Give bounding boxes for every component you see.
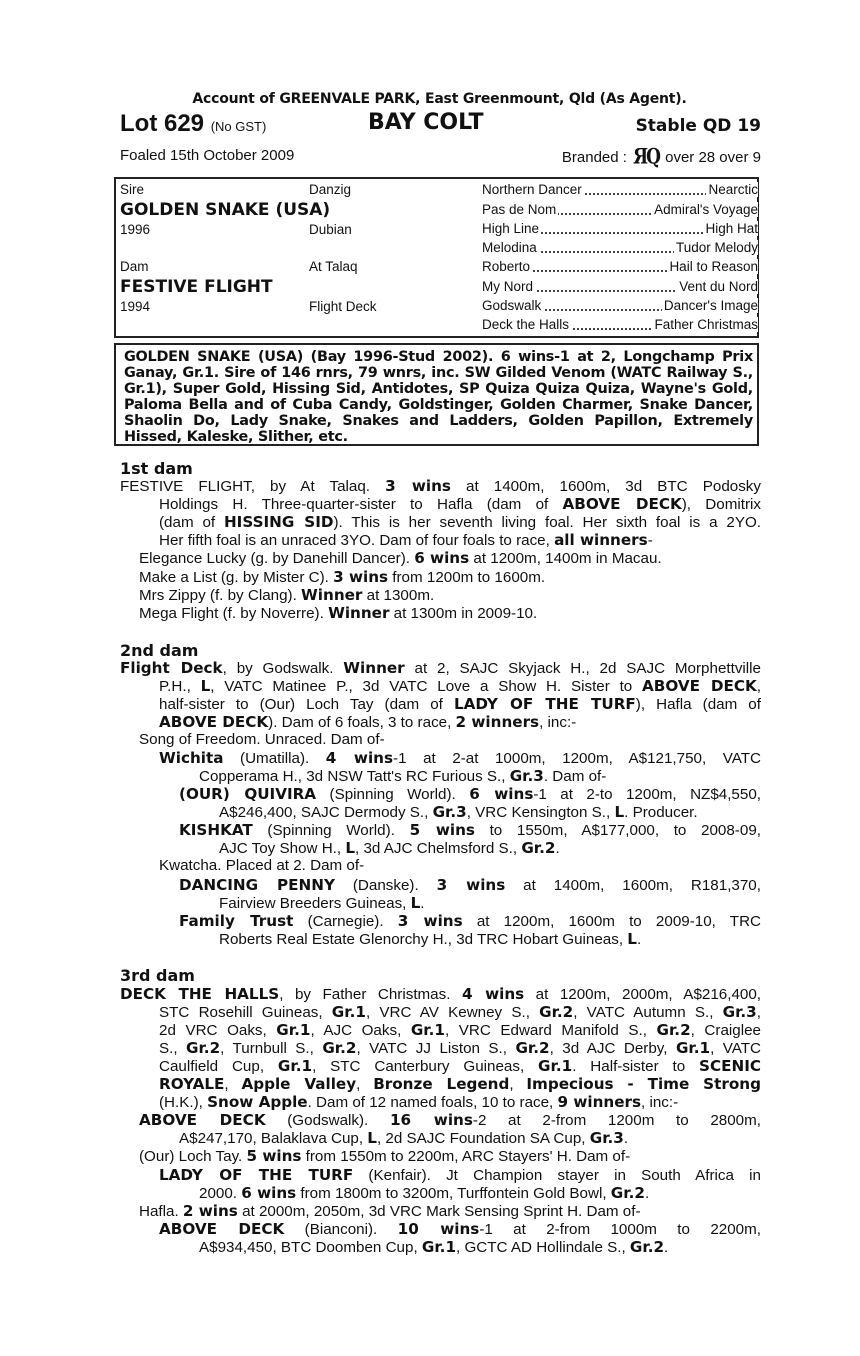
grandsire-maternal: At Talaq (309, 259, 358, 274)
granddam-maternal: Flight Deck (309, 299, 377, 314)
third-dam-header: 3rd dam (120, 966, 195, 985)
ancestor-row: High Line High Hat (482, 221, 758, 236)
dam-name: FESTIVE FLIGHT (120, 277, 273, 297)
ancestor-row: Godswalk Dancer's Image (482, 298, 758, 313)
stable-number: Stable QD 19 (635, 116, 761, 136)
grandsire-paternal: Danzig (309, 182, 352, 197)
lot-number: Lot 629 (No GST) (120, 110, 267, 137)
ancestor-row: Deck the Halls Father Christmas (482, 317, 758, 332)
lot-title: BAY COLT (368, 110, 484, 135)
lot-header (118, 110, 761, 140)
dam-label: Dam (120, 259, 149, 274)
ancestor-row: Melodina Tudor Melody (482, 240, 758, 255)
ancestor-row: Northern Dancer Nearctic (482, 182, 758, 197)
pedigree-table (114, 177, 759, 338)
granddam-paternal: Dubian (309, 222, 352, 237)
sire-summary-box (114, 343, 759, 446)
ancestor-row: Pas de Nom Admiral's Voyage (482, 202, 758, 217)
second-dam-header: 2nd dam (120, 641, 199, 660)
sire-summary: GOLDEN SNAKE (USA) (Bay 1996-Stud 2002). 6 wins-1 at 2, Longchamp Prix Ganay, Gr.1. Sire of 146 rnrs, 79 wnrs, inc. SW Gilded Venom (WATC Railway S., Gr.1), Super Gold, Hissing Sid, Antidotes, SP Quiza Quiza Quiza, Wayne's Gold, Paloma Bella and of Cuba Candy, Goldstinger, Golden Charmer, Snake Dancer, Shaolin Do, Lady Snake, Snakes and Ladders, Golden Papillon, Extremely Hissed, Kaleske, Slither, etc. (124, 349, 753, 445)
first-dam-header: 1st dam (120, 459, 193, 478)
brand-info: Branded : ЯQ over 28 over 9 (561, 144, 761, 170)
sire-name: GOLDEN SNAKE (USA) (120, 200, 331, 220)
brand-mark: ЯQ (633, 144, 659, 170)
sire-year: 1996 (120, 222, 151, 237)
ancestor-row: Roberto Hail to Reason (482, 259, 758, 274)
dam-year: 1994 (120, 299, 151, 314)
sire-label: Sire (120, 182, 145, 197)
foaled-date: Foaled 15th October 2009 (120, 147, 295, 164)
account-line: Account of GREENVALE PARK, East Greenmount, Qld (As Agent). (192, 91, 687, 107)
ancestor-row: My Nord Vent du Nord (482, 279, 758, 294)
